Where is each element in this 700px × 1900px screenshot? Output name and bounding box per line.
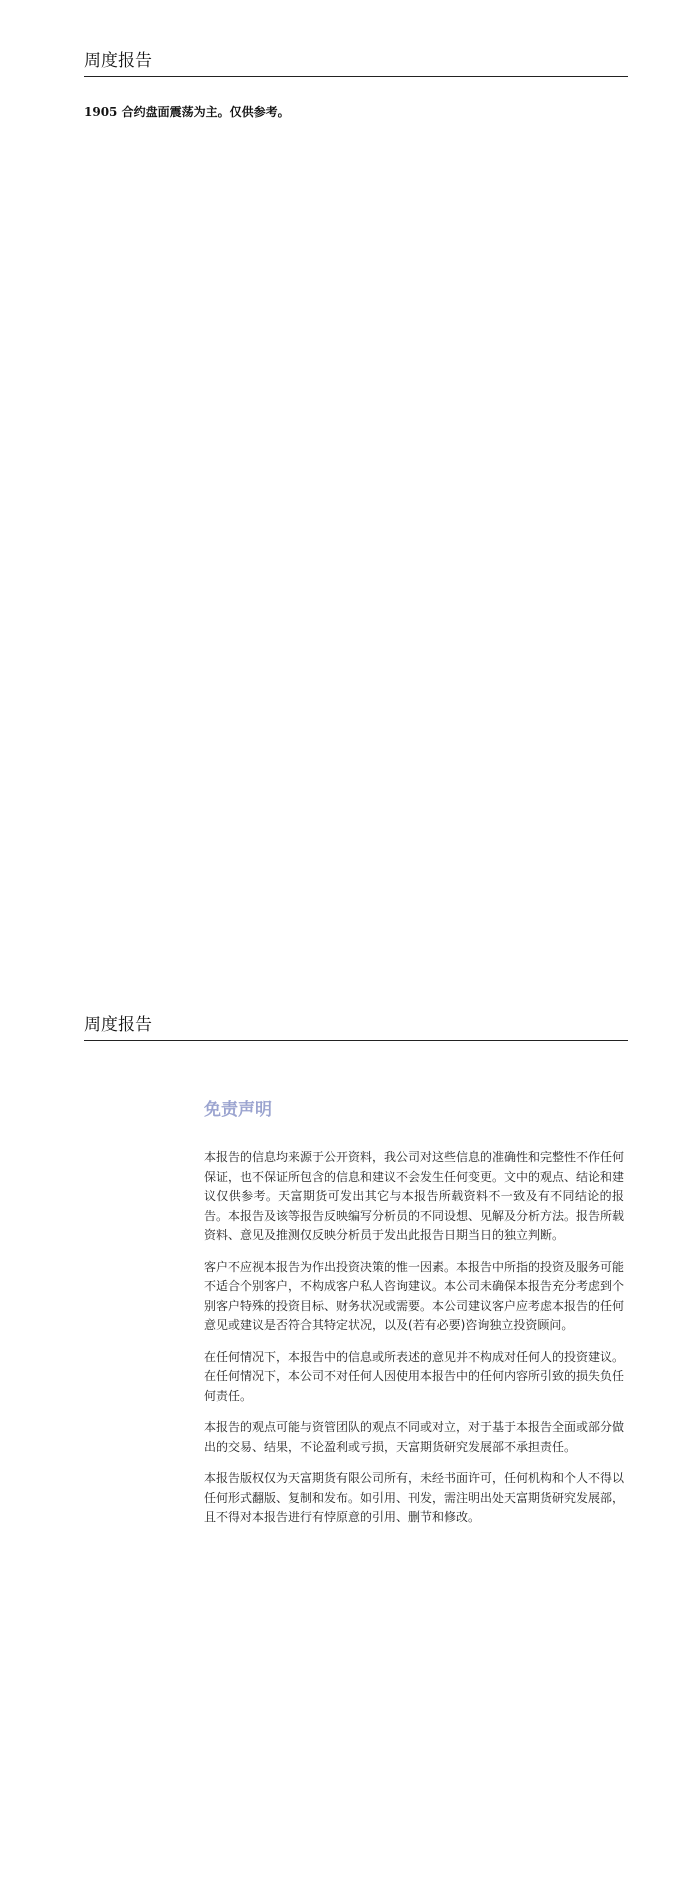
- disclaimer-title: 免责声明: [204, 1100, 272, 1120]
- disclaimer-paragraph: 本报告版权仅为天富期货有限公司所有，未经书面许可，任何机构和个人不得以任何形式翻版、复制和发布。如引用、刊发，需注明出处天富期货研究发展部，且不得对本报告进行有悖原意的引用、删节和修改。: [204, 1471, 625, 1524]
- page-header-2: [84, 1014, 628, 1041]
- summary-conclusion: 1905 合约盘面震荡为主。仅供参考。: [84, 105, 290, 119]
- disclaimer-paragraph: 本报告的观点可能与资管团队的观点不同或对立，对于基于本报告全面或部分做出的交易、结果，不论盈利或亏损，天富期货研究发展部不承担责任。: [204, 1420, 625, 1454]
- page-header-1: [84, 50, 628, 77]
- report-type-title: 周度报告: [84, 1015, 152, 1035]
- disclaimer-paragraph: 客户不应视本报告为作出投资决策的惟一因素。本报告中所指的投资及服务可能不适合个别客户，不构成客户私人咨询建议。本公司未确保本报告充分考虑到个别客户特殊的投资目标、财务状况或需要。本公司建议客户应考虑本报告的任何意见或建议是否符合其特定状况，以及(若有必要)咨询独立投资顾问。: [204, 1259, 625, 1332]
- disclaimer-section: [204, 1098, 624, 1540]
- report-type-title: 周度报告: [84, 51, 152, 71]
- disclaimer-paragraph: 本报告的信息均来源于公开资料，我公司对这些信息的准确性和完整性不作任何保证，也不保证所包含的信息和建议不会发生任何变更。文中的观点、结论和建议仅供参考。天富期货可发出其它与本报告所载资料不一致及有不同结论的报告。本报告及该等报告反映编写分析员的不同设想、见解及分析方法。报告所载资料、意见及推测仅反映分析员于发出此报告日期当日的独立判断。: [204, 1150, 625, 1242]
- disclaimer-paragraph: 在任何情况下，本报告中的信息或所表述的意见并不构成对任何人的投资建议。在任何情况下，本公司不对任何人因使用本报告中的任何内容所引致的损失负任何责任。: [204, 1349, 625, 1403]
